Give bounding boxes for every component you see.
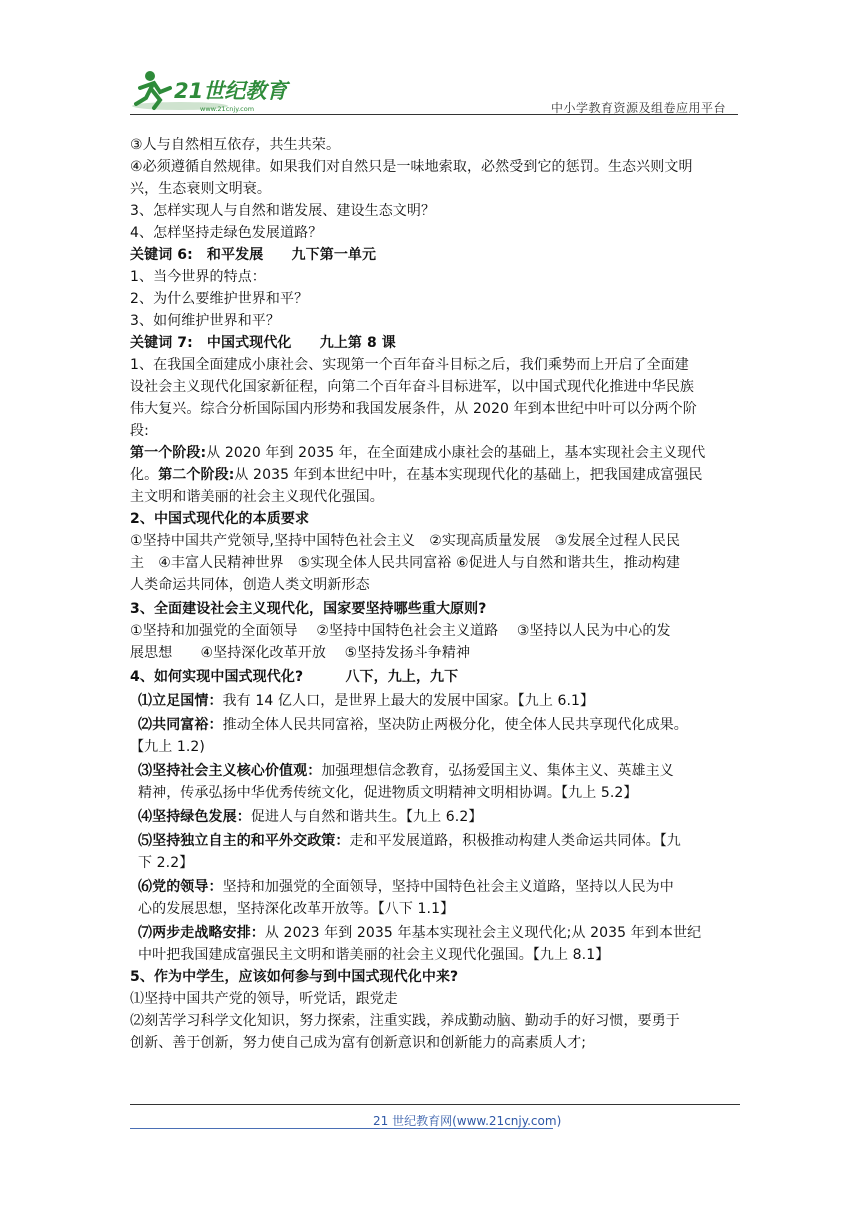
point-2-cont: 【九上 1.2): [130, 739, 205, 755]
point-1-text: 我有 14 亿人口，是世界上最大的发展中国家。【九上 6.1】: [222, 693, 595, 709]
footer-divider: [130, 1104, 740, 1105]
point-6: [130, 876, 740, 898]
answer-2: ⑵刻苦学习科学文化知识，努力探索，注重实践，养成勤动脑、勤动手的好习惯，要勇于: [130, 1013, 680, 1029]
keyword-7-heading: 关键词 7: 中国式现代化 九上第 8 课: [130, 335, 396, 351]
question-3-heading: 3、全面建设社会主义现代化，国家要坚持哪些重大原则?: [130, 601, 487, 617]
question-5-heading: 5、作为中学生，应该如何参与到中国式现代化中来?: [130, 969, 459, 985]
stage-two-label: 第二个阶段:: [158, 467, 235, 483]
point-3: [130, 760, 740, 782]
text-line: 设社会主义现代化国家新征程，向第二个百年奋斗目标进军，以中国式现代化推进中华民族: [130, 379, 694, 395]
answer-1: ⑴坚持中国共产党的领导，听党话，跟党走: [130, 991, 398, 1007]
text-line: 伟大复兴。综合分析国际国内形势和我国发展条件，从 2020 年到本世纪中叶可以分两个阶: [130, 401, 697, 417]
point-1: [130, 690, 740, 712]
header-divider: [130, 114, 738, 115]
logo-url: www.21cnjy.com: [200, 105, 255, 113]
logo-title: 21世纪教育: [174, 79, 288, 103]
stage-one-label: 第一个阶段:: [130, 445, 207, 461]
point-5: [130, 830, 740, 852]
point-4-label: ⑷坚持绿色发展：: [138, 809, 251, 825]
point-2-text: 推动全体人民共同富裕，坚决防止两极分化，使全体人民共享现代化成果。: [222, 717, 688, 733]
text-line: 人类命运共同体，创造人类文明新形态: [130, 577, 370, 593]
point-7-text: 从 2023 年到 2035 年基本实现社会主义现代化;从 2035 年到本世纪: [264, 925, 702, 941]
answer-2-cont: 创新、善于创新，努力使自己成为富有创新意识和创新能力的高素质人才;: [130, 1035, 587, 1051]
text-line: 主 ④丰富人民精神世界 ⑤实现全体人民共同富裕 ⑥促进人与自然和谐共生，推动构建: [130, 555, 681, 571]
platform-name: 中小学教育资源及组卷应用平台: [550, 101, 726, 115]
21cnjy-logo: [130, 66, 300, 116]
point-5-label: ⑸坚持独立自主的和平外交政策：: [138, 833, 350, 849]
text-line: 展思想 ④坚持深化改革开放 ⑤坚持发扬斗争精神: [130, 645, 471, 661]
text-line: 兴，生态衰则文明衰。: [130, 181, 271, 197]
point-2-label: ⑵共同富裕：: [138, 717, 223, 733]
text-line: 3、如何维护世界和平？: [130, 313, 281, 329]
keyword-6-heading: 关键词 6: 和平发展 九下第一单元: [130, 247, 377, 263]
question-4-heading: 4、如何实现中国式现代化? 八下，九上，九下: [130, 669, 459, 685]
text-line: ③人与自然相互依存，共生共荣。: [130, 137, 341, 153]
text-line: 主文明和谐美丽的社会主义现代化强国。: [130, 489, 384, 505]
point-3-cont: 精神，传承弘扬中华优秀传统文化，促进物质文明精神文明相协调。【九上 5.2】: [138, 785, 638, 801]
point-2: [130, 714, 740, 736]
point-5-cont: 下 2.2】: [138, 855, 194, 871]
point-7-label: ⑺两步走战略安排：: [138, 925, 265, 941]
point-6-label: ⑹党的领导：: [138, 879, 223, 895]
text-line: 段:: [130, 423, 149, 439]
stage-two-line: [130, 464, 740, 486]
point-3-text: 加强理想信念教育，弘扬爱国主义、集体主义、英雄主义: [321, 763, 674, 779]
question-2-heading: 2、中国式现代化的本质要求: [130, 511, 310, 527]
point-5-text: 走和平发展道路，积极推动构建人类命运共同体。【九: [349, 833, 681, 849]
point-1-label: ⑴立足国情：: [138, 693, 223, 709]
stage-one-line: [130, 442, 740, 464]
document-body: [130, 134, 740, 1054]
page-header: [130, 66, 738, 116]
text-line: 3、怎样实现人与自然和谐发展、建设生态文明？: [130, 203, 436, 219]
text-line: ①坚持中国共产党领导,坚持中国特色社会主义 ②实现高质量发展 ③发展全过程人民民: [130, 533, 681, 549]
point-3-label: ⑶坚持社会主义核心价值观：: [138, 763, 322, 779]
point-7-cont: 中叶把我国建成富强民主文明和谐美丽的社会主义现代化强国。【九上 8.1】: [138, 947, 610, 963]
stage-one-text: 从 2020 年到 2035 年，在全面建成小康社会的基础上，基本实现社会主义现代: [206, 445, 706, 461]
text-line: 1、当今世界的特点：: [130, 269, 266, 285]
page-footer: [130, 1112, 740, 1130]
point-4: [130, 806, 740, 828]
stage-two-text: 从 2035 年到本世纪中叶，在基本实现现代化的基础上，把我国建成富强民: [234, 467, 703, 483]
stage-one-text-end: 化。: [130, 467, 159, 483]
footer-link[interactable]: 21 世纪教育网(www.21cnjy.com): [373, 1114, 562, 1128]
text-line: ①坚持和加强党的全面领导 ②坚持中国特色社会主义道路 ③坚持以人民为中心的发: [130, 623, 671, 639]
point-6-cont: 心的发展思想，坚持深化改革开放等。【八下 1.1】: [138, 901, 455, 917]
point-7: [130, 922, 740, 944]
point-6-text: 坚持和加强党的全面领导，坚持中国特色社会主义道路，坚持以人民为中: [222, 879, 674, 895]
text-line: 4、怎样坚持走绿色发展道路？: [130, 225, 323, 241]
text-line: 2、为什么要维护世界和平？: [130, 291, 309, 307]
text-line: 1、在我国全面建成小康社会、实现第一个百年奋斗目标之后，我们乘势而上开启了全面建: [130, 357, 689, 373]
text-line: ④必须遵循自然规律。如果我们对自然只是一味地索取，必然受到它的惩罚。生态兴则文明: [130, 159, 693, 175]
point-4-text: 促进人与自然和谐共生。【九上 6.2】: [250, 809, 483, 825]
